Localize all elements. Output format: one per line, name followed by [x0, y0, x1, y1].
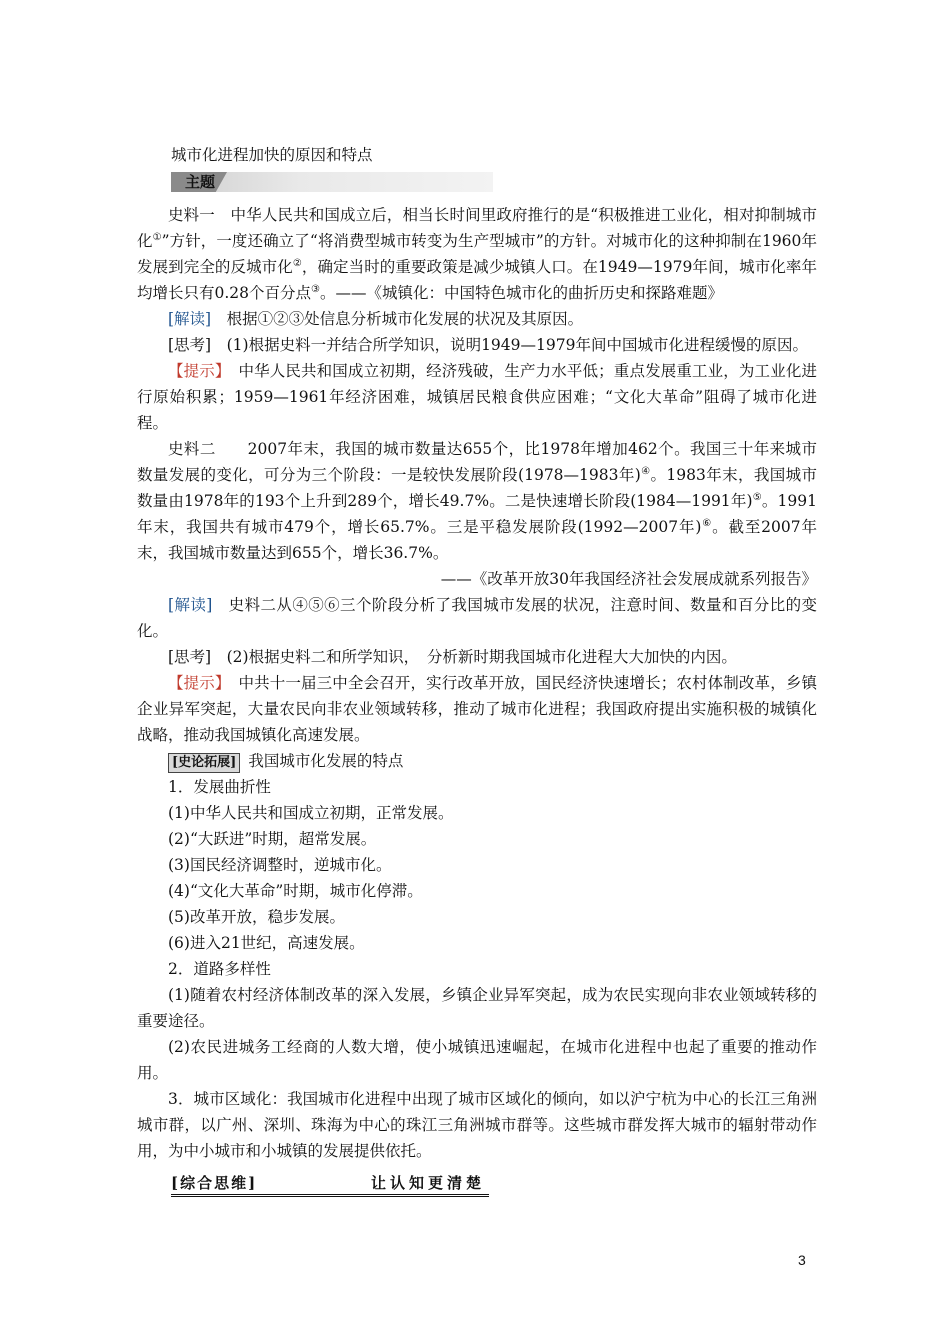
- list-item: (2)“大跃进”时期，超常发展。: [168, 830, 377, 848]
- list-item: (6)进入21世纪，高速发展。: [168, 934, 365, 952]
- question-two: [思考] (2)根据史料二和所学知识， 分析新时期我国城市化进程大大加快的内因。: [168, 648, 737, 666]
- question-tag: [思考]: [168, 336, 212, 354]
- note-marker-3: ③: [311, 283, 320, 295]
- note-marker-6: ⑥: [701, 517, 713, 529]
- theme-label: 主题: [185, 173, 216, 191]
- note-marker-5: ⑤: [752, 491, 762, 503]
- source-one-paragraph: 史料一 中华人民共和国成立后，相当长时间里政府推行的是“积极推进工业化，相对抑制城市化①”方针，一度还确立了“将消费型城市转变为生产型城市”的方针。对城市化的这种抑制在1960年发展到完全的反城市化②，确定当时的重要政策是减少城镇人口。在1949—1979年间，城市化率年均增长只有0.28个百分点③。——《城镇化：中国特色城市化的曲折历史和探路难题》: [137, 206, 817, 302]
- note-marker-1: ①: [152, 231, 162, 243]
- extension-point-1-title: 1．发展曲折性: [168, 778, 271, 796]
- hint-tag: 【提示】: [168, 362, 223, 380]
- list-item: (2)农民进城务工经商的人数大增，使小城镇迅速崛起，在城市化进程中也起了重要的推动作用。: [137, 1038, 817, 1082]
- interpretation-tag: [解读]: [168, 310, 212, 328]
- note-marker-4: ④: [640, 465, 651, 477]
- section-footer-bar: [171, 1172, 489, 1197]
- source-two-paragraph: 史料二 2007年末，我国的城市数量达655个，比1978年增加462个。我国三十年来城市数量发展的变化，可分为三个阶段：一是较快发展阶段(1978—1983年)④。1983年末，我国城市数量由1978年的193个上升到289个，增长49.7%。二是快速增长阶段(1984—1991年)⑤。1991年末，我国共有城市479个，增长65.7%。三是平稳发展阶段(1992—2007年)⑥。截至2007年末，我国城市数量达到655个，增长36.7%。: [137, 440, 817, 562]
- list-item: (4)“文化大革命”时期，城市化停滞。: [168, 882, 423, 900]
- hint-tag: 【提示】: [168, 674, 223, 692]
- page-content: [137, 142, 817, 1197]
- extension-point-2-title: 2．道路多样性: [168, 960, 271, 978]
- extension-heading: [史论拓展] 我国城市化发展的特点: [137, 748, 817, 774]
- interpretation-two: [解读] 史料二从④⑤⑥三个阶段分析了我国城市发展的状况，注意时间、数量和百分比的变化。: [137, 596, 817, 640]
- hint-one: 【提示】 中华人民共和国成立初期，经济残破，生产力水平低；重点发展重工业，为工业化进行原始积累；1959—1961年经济困难，城镇居民粮食供应困难；“文化大革命”阻碍了城市化进程。: [137, 362, 817, 432]
- interpretation-tag: [解读]: [168, 596, 213, 614]
- extension-tag: [史论拓展]: [168, 753, 240, 773]
- footer-bar-slogan: 让认知更清楚: [370, 1174, 485, 1192]
- source-two-citation: ——《改革开放30年我国经济社会发展成就系列报告》: [440, 570, 817, 588]
- hint-two: 【提示】 中共十一届三中全会召开，实行改革开放，国民经济快速增长；农村体制改革，乡镇企业异军突起，大量农民向非农业领域转移，推动了城市化进程；我国政府提出实施积极的城镇化战略，推动我国城镇化高速发展。: [137, 674, 817, 744]
- list-item: (1)随着农村经济体制改革的深入发展，乡镇企业异军突起，成为农民实现向非农业领域转移的重要途径。: [137, 986, 817, 1030]
- question-one: [思考] (1)根据史料一并结合所学知识，说明1949—1979年间中国城市化进程缓慢的原因。: [168, 336, 808, 354]
- list-item: (1)中华人民共和国成立初期，正常发展。: [168, 804, 454, 822]
- page-number: 3: [798, 1252, 806, 1268]
- theme-banner: [171, 172, 493, 192]
- interpretation-one: [解读] 根据①②③处信息分析城市化发展的状况及其原因。: [168, 310, 584, 328]
- section-heading: 城市化进程加快的原因和特点: [171, 146, 373, 164]
- list-item: (3)国民经济调整时，逆城市化。: [168, 856, 392, 874]
- extension-point-3: 3．城市区域化：我国城市化进程中出现了城市区域化的倾向，如以沪宁杭为中心的长江三角洲城市群，以广州、深圳、珠海为中心的珠江三角洲城市群等。这些城市群发挥大城市的辐射带动作用，为中小城市和小城镇的发展提供依托。: [137, 1090, 817, 1160]
- footer-bar-label: [综合思维]: [171, 1174, 258, 1192]
- list-item: (5)改革开放，稳步发展。: [168, 908, 345, 926]
- question-tag: [思考]: [168, 648, 212, 666]
- note-marker-2: ②: [292, 257, 302, 269]
